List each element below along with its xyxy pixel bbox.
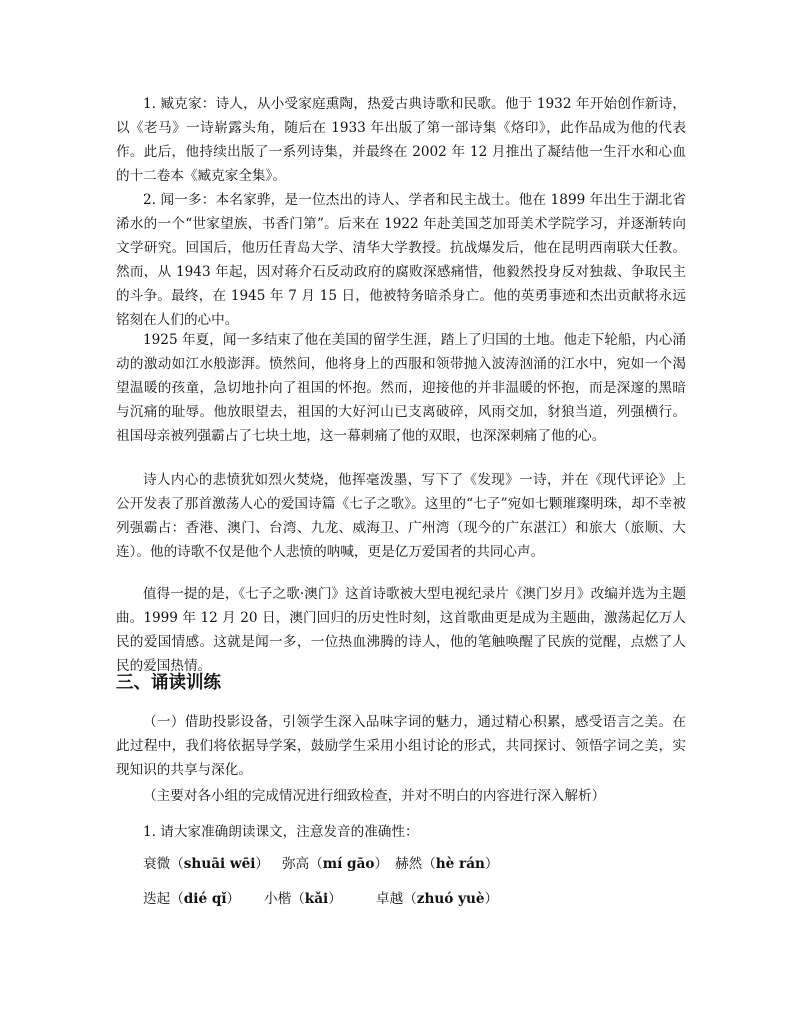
- instruction-line: 1. 请大家准确朗读课文，注意发音的准确性：: [143, 824, 419, 840]
- paren-close: ）: [484, 856, 499, 872]
- vocab-word: 卓越: [376, 891, 404, 907]
- section-heading: 三、诵读训练: [116, 673, 221, 693]
- vocab-item: [143, 887, 240, 911]
- paren-open: （: [309, 856, 323, 872]
- vocab-word: 迭起: [143, 891, 171, 907]
- paren-open: （: [403, 891, 417, 907]
- vocab-item: [282, 852, 388, 876]
- paren-open: （: [422, 856, 436, 872]
- vocab-pinyin: dié qǐ: [183, 891, 227, 907]
- vocab-item: [395, 852, 499, 876]
- paren-close: ）: [226, 891, 241, 907]
- vocab-word: 小楷: [264, 891, 292, 907]
- paren-close: ）: [328, 891, 342, 907]
- paragraph-seven-sons: 诗人内心的悲愤犹如烈火焚烧，他挥毫泼墨，写下了《发现》一诗，并在《现代评论》上公开发表了那首激荡人心的爱国诗篇《七子之歌》。这里的“七子”宛如七颗璀璨明珠，却不幸被列强霸占：香港、澳门、台湾、九龙、威海卫、广州湾（现今的广东湛江）和旅大（旅顺、大连）。他的诗歌不仅是他个人悲愤的呐喊，更是亿万爱国者的共同心声。: [116, 472, 686, 560]
- vocab-word: 弥高: [282, 856, 310, 872]
- paren-close: ）: [484, 891, 499, 907]
- paren-open: （: [170, 891, 184, 907]
- paragraph-zang-kejia: 1. 臧克家：诗人，从小受家庭熏陶，热爱古典诗歌和民歌。他于 1932 年开始创作新诗，以《老马》一诗崭露头角，随后在 1933 年出版了第一部诗集《烙印》，此作品成为他的代表作。此后，他持续出版了一系列诗集，并最终在 2002 年 12 月推出了凝结他一生汗水和心血的十二卷本《臧克家全集》。: [116, 96, 686, 184]
- vocab-word: 衰微: [143, 856, 171, 872]
- note-line: （主要对各小组的完成情况进行细致检查，并对不明白的内容进行深入解析）: [143, 788, 606, 804]
- vocab-pinyin: hè rán: [435, 856, 485, 872]
- paren-open: （: [170, 856, 184, 872]
- paragraph-wen-yiduo: 2. 闻一多：本名家骅，是一位杰出的诗人、学者和民主战士。他在 1899 年出生于湖北省浠水的一个“世家望族，书香门第”。后来在 1922 年赴美国芝加哥美术学院学习，并逐渐转向文学研究。回国后，他历任青岛大学、清华大学教授。抗战爆发后，他在昆明西南联大任教。然而，从 1943 年起，因对蒋介石反动政府的腐败深感痛惜，他毅然投身反对独裁、争取民主的斗争。最终，在 1945 年 7 月 15 日，他被特务暗杀身亡。他的英勇事迹和杰出贡献将永远铭刻在人们的心中。: [116, 192, 686, 328]
- vocab-pinyin: mí gāo: [322, 856, 375, 872]
- paren-close: ）: [374, 856, 389, 872]
- vocab-pinyin: kǎi: [304, 891, 329, 907]
- paren-close: ）: [255, 856, 270, 872]
- training-paragraph: （一）借助投影设备，引领学生深入品味字词的魅力，通过精心积累，感受语言之美。在此过程中，我们将依据导学案，鼓励学生采用小组讨论的形式，共同探讨、领悟字词之美，实现知识的共享与深化。: [116, 714, 686, 778]
- vocab-word: 赫然: [395, 856, 423, 872]
- paragraph-macau-song: 值得一提的是，《七子之歌·澳门》这首诗歌被大型电视纪录片《澳门岁月》改编并选为主题曲。1999 年 12 月 20 日，澳门回归的历史性时刻，这首歌曲更是成为主题曲，激荡起亿万人民的爱国情感。这就是闻一多，一位热血沸腾的诗人，他的笔触唤醒了民族的觉醒，点燃了人民的爱国热情。: [116, 586, 686, 674]
- vocab-item: [264, 887, 342, 911]
- vocab-item: [376, 887, 498, 911]
- paren-open: （: [291, 891, 305, 907]
- paragraph-return-1925: 1925 年夏，闻一多结束了他在美国的留学生涯，踏上了归国的土地。他走下轮船，内心涌动的激动如江水般澎湃。愤然间，他将身上的西服和领带抛入波涛汹涌的江水中，宛如一个渴望温暖的孩童，急切地扑向了祖国的怀抱。然而，迎接他的并非温暖的怀抱，而是深邃的黑暗与沉痛的耻辱。他放眼望去，祖国的大好河山已支离破碎，风雨交加，豺狼当道，列强横行。祖国母亲被列强霸占了七块土地，这一幕刺痛了他的双眼，也深深刺痛了他的心。: [116, 332, 686, 444]
- vocab-pinyin: zhuó yuè: [416, 891, 485, 907]
- vocab-pinyin: shuāi wēi: [183, 856, 256, 872]
- vocab-item: [143, 852, 269, 876]
